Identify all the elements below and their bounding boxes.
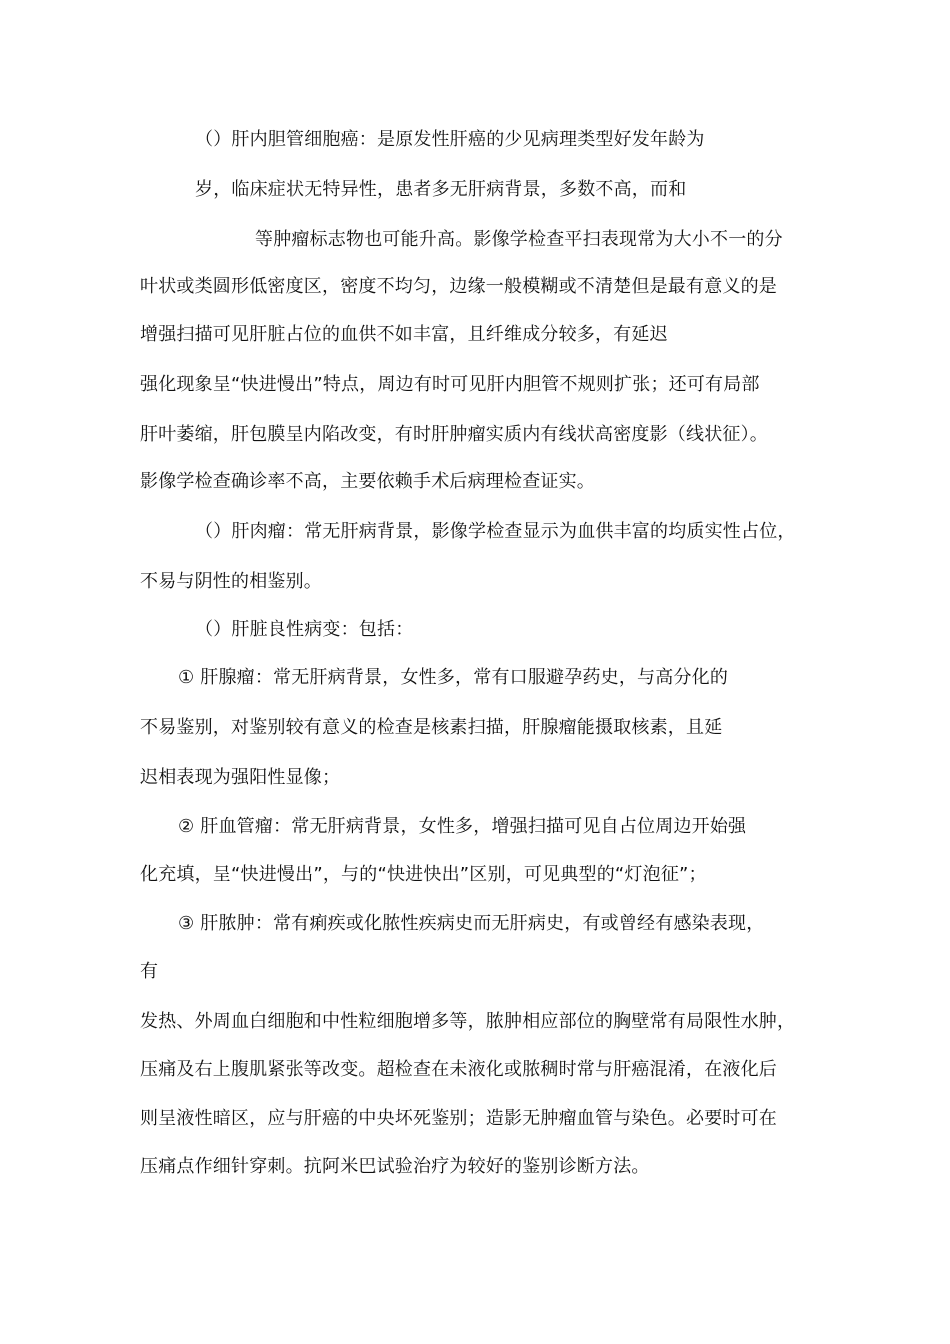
paragraph-line: （）肝脏良性病变：包括： [195,619,414,640]
paragraph-line: 叶状或类圆形低密度区，密度不均匀，边缘一般模糊或不清楚但是最有意义的是 [140,276,777,297]
paragraph-line: 发热、外周血白细胞和中性粒细胞增多等，脓肿相应部位的胸壁常有局限性水肿， [140,1011,796,1032]
paragraph-line: 不易与阴性的相鉴别。 [140,571,322,592]
paragraph-line: （）肝内胆管细胞癌：是原发性肝癌的少见病理类型好发年龄为 [195,129,705,150]
paragraph-line: 肝叶萎缩，肝包膜呈内陷改变，有时肝肿瘤实质内有线状高密度影（线状征）。 [140,424,768,445]
paragraph-line: （）肝肉瘤：常无肝病背景，影像学检查显示为血供丰富的均质实性占位， [195,521,796,542]
paragraph-line: 有 [140,961,159,982]
paragraph-line: 则呈液性暗区，应与肝癌的中央坏死鉴别；造影无肿瘤血管与染色。必要时可在 [140,1108,777,1129]
paragraph-line: ③ 肝脓肿：常有痢疾或化脓性疾病史而无肝病史，有或曾经有感染表现， [178,913,765,934]
paragraph-line: 等肿瘤标志物也可能升高。影像学检查平扫表现常为大小不一的分 [255,229,783,250]
paragraph-line: ① 肝腺瘤：常无肝病背景，女性多，常有口服避孕药史，与高分化的 [178,667,729,688]
paragraph-line: 增强扫描可见肝脏占位的血供不如丰富，且纤维成分较多，有延迟 [140,324,668,345]
paragraph-line: 强化现象呈“快进慢出”特点，周边有时可见肝内胆管不规则扩张；还可有局部 [140,374,760,395]
paragraph-line: ② 肝血管瘤：常无肝病背景，女性多，增强扫描可见自占位周边开始强 [178,816,747,837]
paragraph-line: 不易鉴别，对鉴别较有意义的检查是核素扫描，肝腺瘤能摄取核素，且延 [140,717,723,738]
paragraph-line: 影像学检查确诊率不高，主要依赖手术后病理检查证实。 [140,471,595,492]
paragraph-line: 迟相表现为强阳性显像； [140,767,341,788]
paragraph-line: 压痛点作细针穿刺。抗阿米巴试验治疗为较好的鉴别诊断方法。 [140,1156,650,1177]
paragraph-line: 岁，临床症状无特异性，患者多无肝病背景，多数不高，而和 [195,179,687,200]
paragraph-line: 压痛及右上腹肌紧张等改变。超检查在未液化或脓稠时常与肝癌混淆，在液化后 [140,1059,777,1080]
paragraph-line: 化充填，呈“快进慢出”，与的“快进快出”区别，可见典型的“灯泡征”； [140,864,707,885]
